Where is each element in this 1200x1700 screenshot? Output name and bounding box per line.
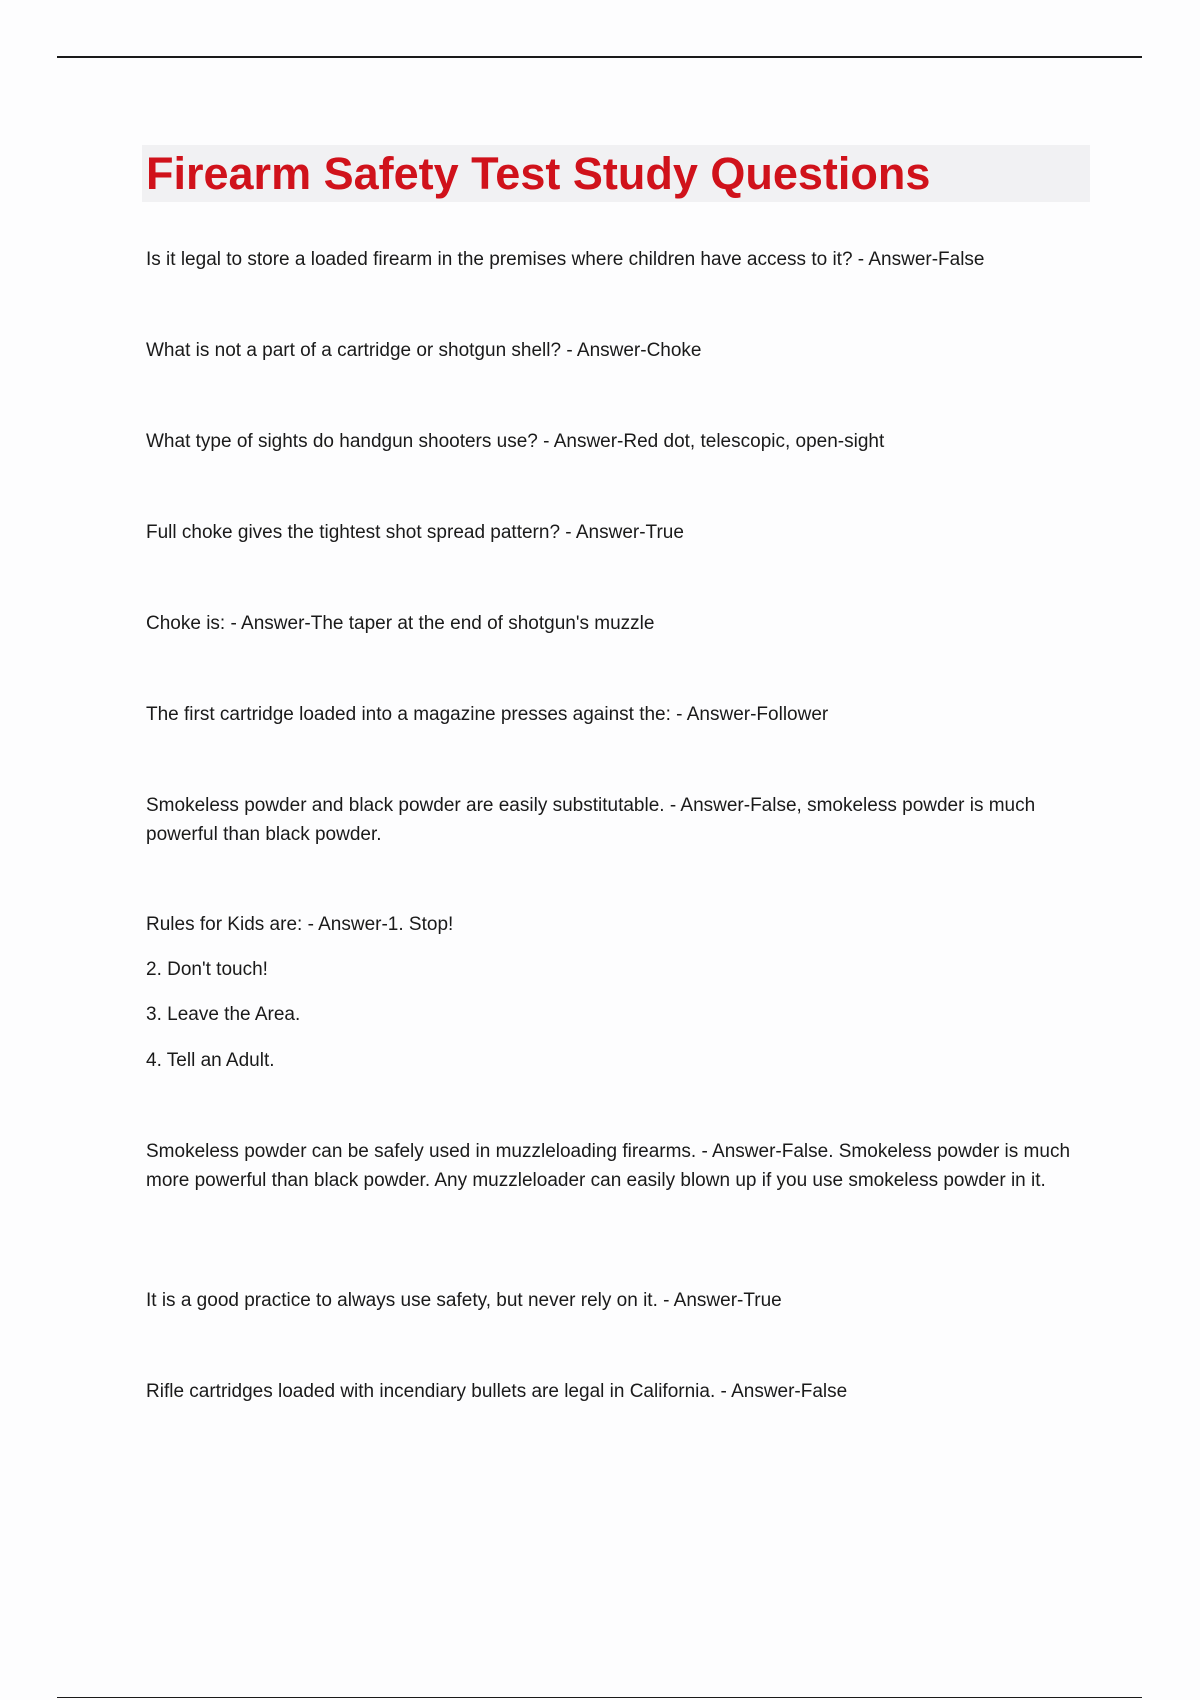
page-title: Firearm Safety Test Study Questions <box>146 148 931 199</box>
qa-item-8-rule-4: 4. Tell an Adult. <box>146 1050 275 1071</box>
qa-item-3: What type of sights do handgun shooters use? - Answer-Red dot, telescopic, open-sight <box>146 431 885 452</box>
qa-item-11: Rifle cartridges loaded with incendiary bullets are legal in California. - Answer-False <box>146 1381 848 1402</box>
qa-item-8-rule-2: 2. Don't touch! <box>146 959 268 980</box>
qa-item-7: Smokeless powder and black powder are easily substitutable. - Answer-False, smokeless powder is much powerful than black powder. <box>146 795 1036 845</box>
qa-item-4: Full choke gives the tightest shot spread pattern? - Answer-True <box>146 522 684 543</box>
qa-item-1: Is it legal to store a loaded firearm in the premises where children have access to it? - Answer-False <box>146 249 985 270</box>
qa-item-8: Rules for Kids are: - Answer-1. Stop! <box>146 914 454 935</box>
qa-item-2: What is not a part of a cartridge or shotgun shell? - Answer-Choke <box>146 340 702 361</box>
qa-item-9: Smokeless powder can be safely used in muzzleloading firearms. - Answer-False. Smokeless powder is much more powerful than black powder. Any muzzleloader can easily blown up if you use smokeless powder in it. <box>146 1141 1071 1191</box>
qa-item-6: The first cartridge loaded into a magazine presses against the: - Answer-Follower <box>146 704 829 725</box>
top-rule <box>57 56 1142 58</box>
qa-item-10: It is a good practice to always use safety, but never rely on it. - Answer-True <box>146 1290 782 1311</box>
bottom-rule <box>57 1697 1142 1698</box>
qa-item-8-rule-3: 3. Leave the Area. <box>146 1004 301 1025</box>
qa-item-5: Choke is: - Answer-The taper at the end of shotgun's muzzle <box>146 613 655 634</box>
